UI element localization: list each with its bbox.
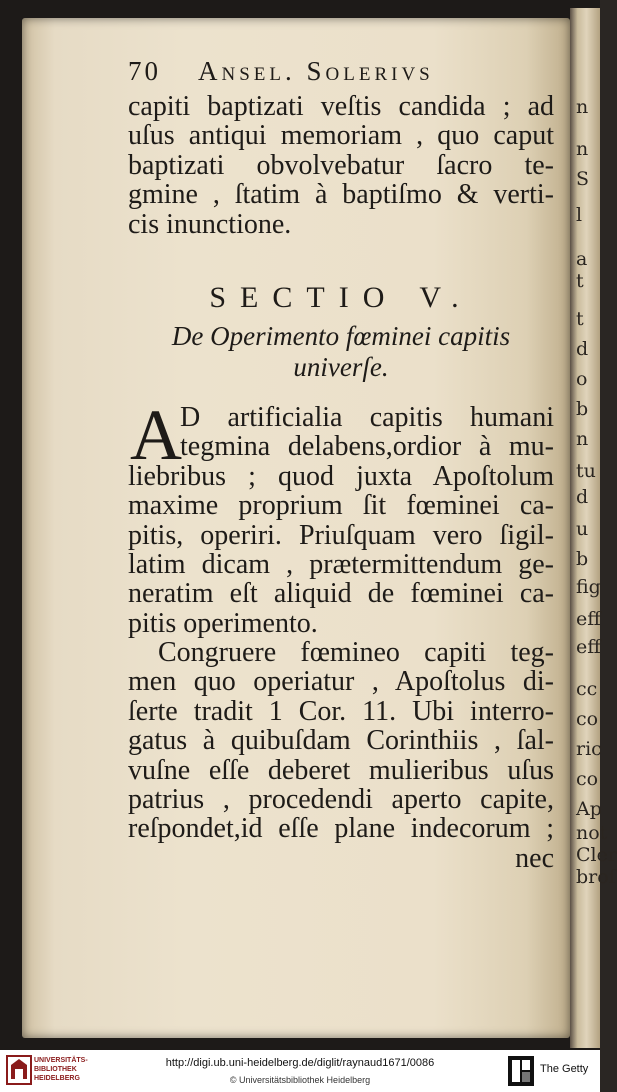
text-line: latim dicam , prætermittendum ge-	[128, 548, 554, 580]
text-line: neratim eſt aliquid de fœminei ca-	[128, 578, 554, 610]
text-line: vuſne eſſe deberet mulieribus uſus	[128, 754, 554, 786]
facing-page-fragment: tu	[576, 460, 596, 482]
facing-page-edge	[570, 8, 617, 1048]
facing-page-fragment: t	[576, 270, 584, 292]
facing-page-fragment: n	[576, 138, 589, 160]
running-head	[128, 56, 554, 92]
text-line: baptizati obvolvebatur ſacro te-	[128, 149, 554, 181]
paragraph-one	[128, 394, 554, 639]
text-line: uſus antiqui memoriam , quo caput	[128, 120, 554, 152]
text-line: patrius , procedendi aperto capite,	[128, 784, 554, 816]
text-line: maxime proprium ſit fœminei ca-	[128, 490, 554, 522]
facing-page-fragment: t	[576, 308, 584, 330]
text-line: tegmina delabens,ordior à mu-	[180, 431, 554, 463]
partner-name: The Getty	[540, 1063, 589, 1075]
text-line: gmine , ſtatim à baptiſmo & verti-	[128, 179, 554, 211]
paragraph-top	[128, 92, 554, 239]
facing-page-fragment: fig	[576, 576, 601, 598]
facing-page-fragment: l	[576, 204, 583, 226]
text-line: gatus à quibuſdam Corinthiis , ſal-	[128, 725, 554, 757]
facing-page-fragment: co	[576, 708, 599, 730]
facing-page-fragment: eff	[576, 636, 601, 658]
facing-page-fragment: n	[576, 428, 589, 450]
getty-logo-icon	[508, 1056, 534, 1086]
paragraph-two	[128, 638, 554, 873]
facing-page-fragment: Cler	[576, 844, 617, 866]
subtitle-line: De Operimento fœminei capitis	[171, 320, 511, 351]
viewer-footer	[0, 1050, 600, 1092]
facing-page-fragment: b	[576, 398, 589, 420]
text-line: pitis operimento.	[128, 607, 318, 639]
running-head-title: Ansel. Solerivs	[198, 56, 434, 86]
facing-page-fragment: not	[576, 822, 608, 844]
facing-page-fragment: a	[576, 248, 588, 270]
text-line: men quo operiatur , Apoſtolus di-	[128, 666, 554, 698]
facing-page-fragment: o	[576, 368, 588, 390]
text-line: ſerte tradit 1 Cor. 11. Ubi interro-	[128, 695, 554, 727]
page-number: 70	[128, 56, 161, 86]
facing-page-fragment: S	[576, 168, 590, 190]
catchword: nec	[515, 842, 554, 874]
facing-page-fragment: ric	[576, 738, 602, 760]
library-name: UNIVERSITÄTS- BIBLIOTHEK HEIDELBERG	[34, 1057, 88, 1082]
text-line: cis inunctione.	[128, 208, 292, 240]
copyright-notice: © Universitätsbibliothek Heidelberg	[229, 1075, 371, 1085]
facing-page-fragment: Ap	[576, 798, 602, 820]
text-line: D artificialia capitis humani	[180, 401, 554, 433]
facing-page-fragment: d	[576, 486, 589, 508]
facing-page-fragment: b	[576, 548, 589, 570]
facing-page-fragment: co	[576, 768, 599, 790]
text-line: pitis, operiri. Priuſquam vero ſigil-	[128, 519, 554, 551]
facing-page-fragment: d	[576, 338, 589, 360]
facing-page-fragment: cc	[576, 678, 598, 700]
facing-page-fragment: n	[576, 96, 589, 118]
facing-page-fragment: brof	[576, 866, 616, 888]
section-subtitle	[128, 321, 554, 383]
text-line: reſpondet,id eſſe plane indecorum ;	[128, 813, 554, 845]
permalink-url[interactable]: http://digi.ub.uni-heidelberg.de/diglit/raynaud1671/0086	[165, 1057, 435, 1069]
text-line: Congruere fœmineo capiti teg-	[158, 637, 554, 669]
section-heading: SECTIO V.	[209, 280, 473, 314]
page-content	[128, 56, 554, 873]
facing-page-fragment: u	[576, 518, 589, 540]
facing-page-fragment: eff	[576, 608, 601, 630]
text-line: capiti baptizati veſtis candida ; ad	[128, 91, 554, 122]
text-line: liebribus ; quod juxta Apoſtolum	[128, 460, 554, 492]
subtitle-line: univerſe.	[293, 351, 389, 382]
drop-cap: A	[130, 394, 182, 475]
